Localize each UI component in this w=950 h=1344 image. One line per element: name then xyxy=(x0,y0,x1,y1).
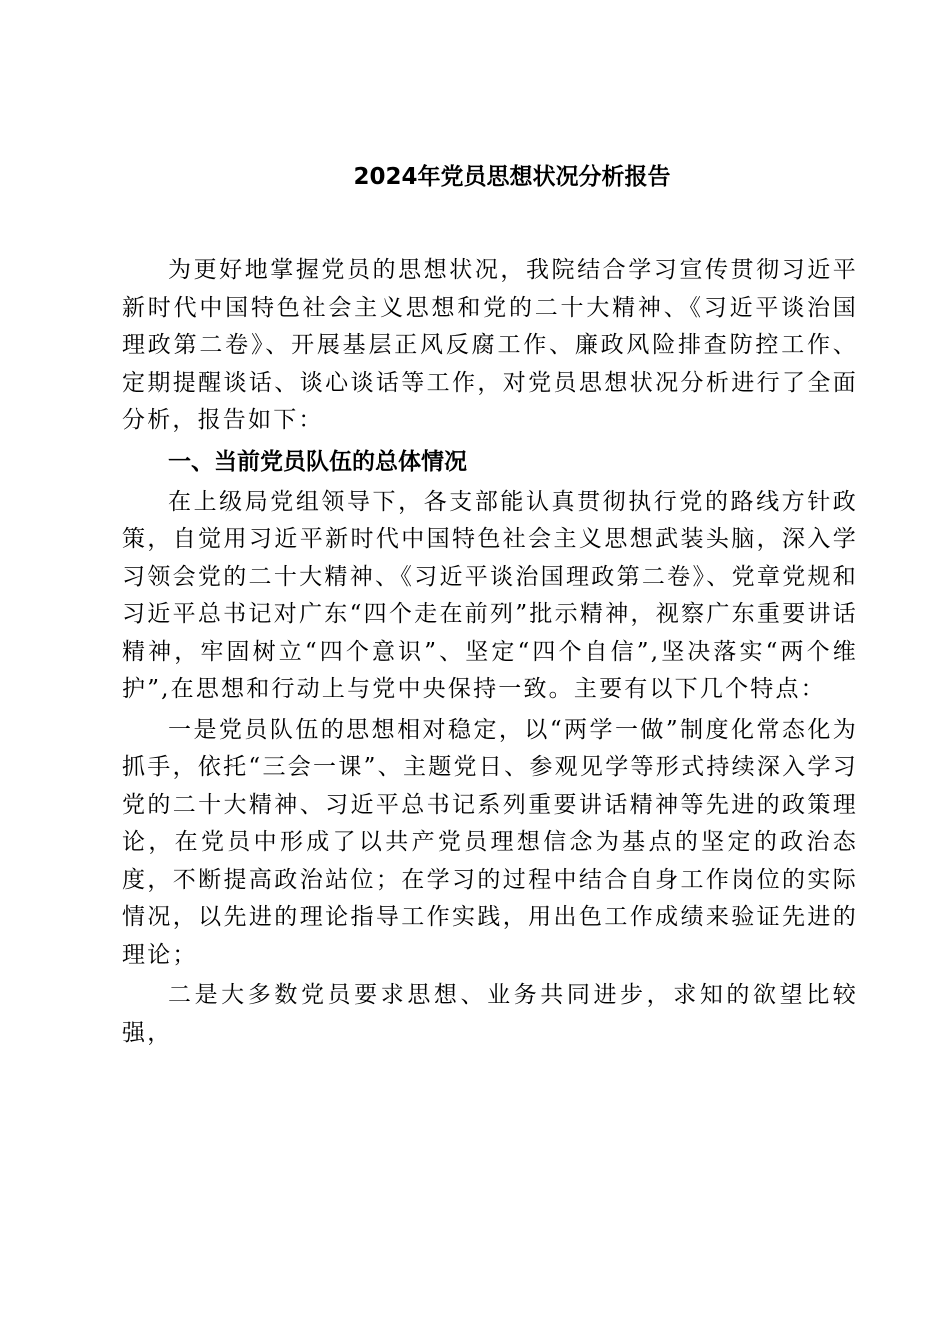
body-paragraph: 二是大多数党员要求思想、业务共同进步，求知的欲望比较强， xyxy=(122,982,858,1046)
document-title: 2024年党员思想状况分析报告 xyxy=(353,164,671,190)
body-paragraph: 一是党员队伍的思想相对稳定，以“两学一做”制度化常态化为抓手，依托“三会一课”、主题党日、参观见学等形式持续深入学习党的二十大精神、习近平总书记系列重要讲话精神等先进的政策理论，在党员中形成了以共产党员理想信念为基点的坚定的政治态度，不断提高政治站位；在学习的过程中结合自身工作岗位的实际情况，以先进的理论指导工作实践，用出色工作成绩来验证先进的理论； xyxy=(122,716,858,968)
section-heading: 一、当前党员队伍的总体情况 xyxy=(168,448,467,475)
intro-paragraph: 为更好地掌握党员的思想状况，我院结合学习宣传贯彻习近平新时代中国特色社会主义思想和党的二十大精神、《习近平谈治国理政第二卷》、开展基层正风反腐工作、廉政风险排查防控工作、定期提醒谈话、谈心谈话等工作，对党员思想状况分析进行了全面分析，报告如下： xyxy=(122,257,858,433)
body-paragraph: 在上级局党组领导下，各支部能认真贯彻执行党的路线方针政策，自觉用习近平新时代中国特色社会主义思想武装头脑，深入学习领会党的二十大精神、《习近平谈治国理政第二卷》、党章党规和习近平总书记对广东“四个走在前列”批示精神，视察广东重要讲话精神，牢固树立“四个意识”、坚定“四个自信”,坚决落实“两个维护”,在思想和行动上与党中央保持一致。主要有以下几个特点： xyxy=(122,488,858,702)
document-body xyxy=(122,252,858,1052)
